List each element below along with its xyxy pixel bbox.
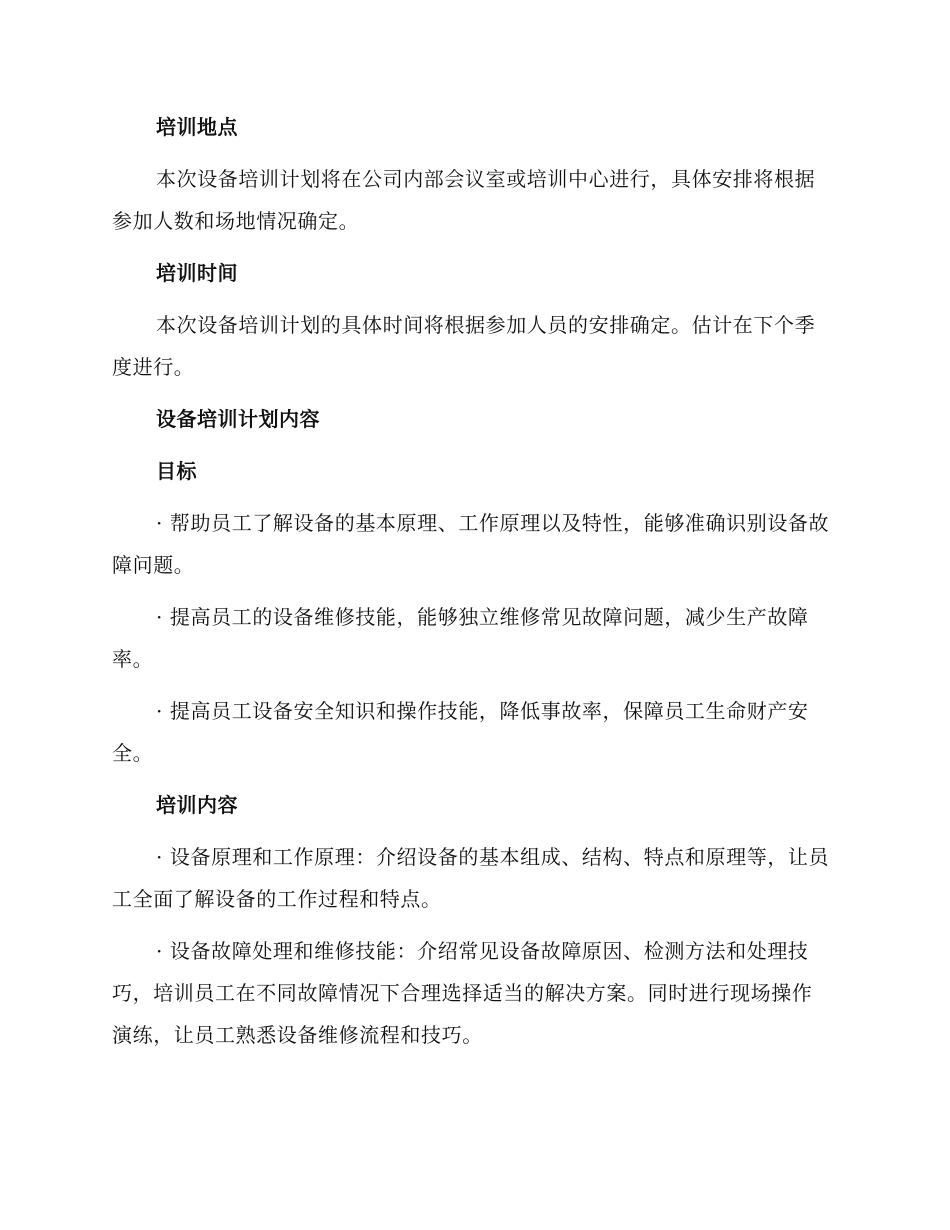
document-body [112, 106, 830, 1066]
section-heading-plan-content: 设备培训计划内容 [156, 407, 320, 431]
training-content-item: · 设备故障处理和维修技能：介绍常见设备故障原因、检测方法和处理技巧，培训员工在不同故障情况下合理选择适当的解决方案。同时进行现场操作演练，让员工熟悉设备维修流程和技巧。 [112, 939, 813, 1047]
section-heading-time: 培训时间 [156, 261, 238, 285]
goal-item: · 提高员工设备安全知识和操作技能，降低事故率，保障员工生命财产安全。 [112, 699, 809, 765]
section-heading-training-content: 培训内容 [156, 793, 238, 817]
paragraph-location: 本次设备培训计划将在公司内部会议室或培训中心进行，具体安排将根据参加人数和场地情况确定。 [112, 167, 816, 233]
training-content-item: · 设备原理和工作原理：介绍设备的基本组成、结构、特点和原理等，让员工全面了解设备的工作过程和特点。 [112, 845, 830, 911]
goal-item: · 帮助员工了解设备的基本原理、工作原理以及特性，能够准确识别设备故障问题。 [112, 511, 830, 577]
goal-item: · 提高员工的设备维修技能，能够独立维修常见故障问题，减少生产故障率。 [112, 605, 809, 671]
paragraph-time: 本次设备培训计划的具体时间将根据参加人员的安排确定。估计在下个季度进行。 [112, 313, 816, 379]
section-heading-goals: 目标 [156, 459, 197, 483]
section-heading-location: 培训地点 [156, 115, 238, 139]
